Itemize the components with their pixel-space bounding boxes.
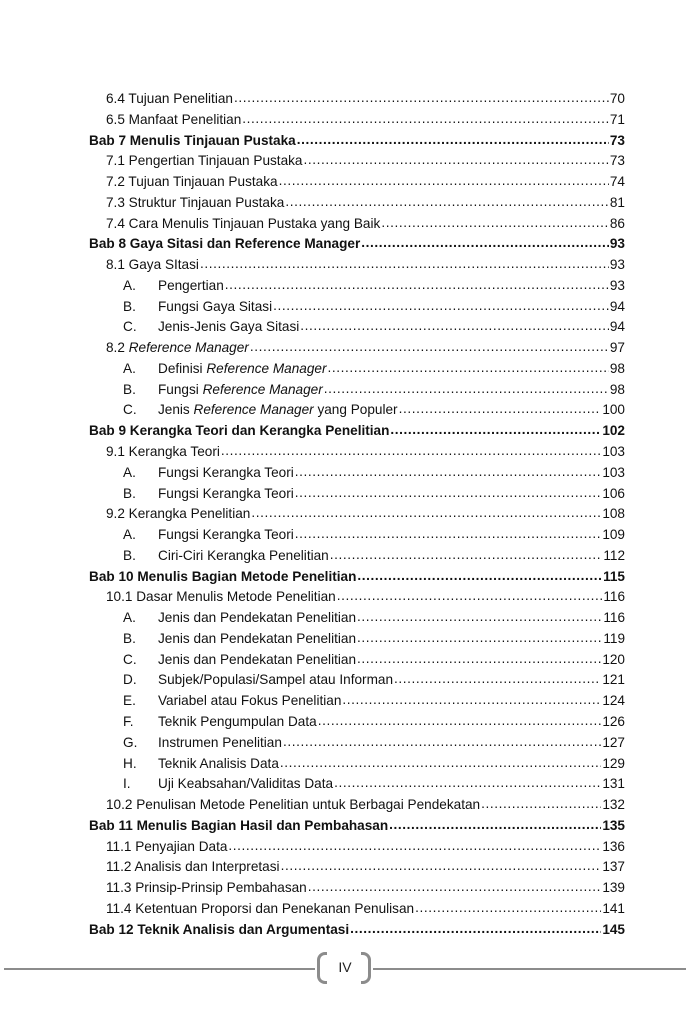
toc-entry-title-text: Bab 9 Kerangka Teori dan Kerangka Penelitian (89, 423, 390, 439)
toc-entry-title-text: Jenis dan Pendekatan Penelitian (158, 651, 357, 667)
toc-entry-title (89, 920, 349, 941)
toc-entry-title-text: Bab 12 Teknik Analisis dan Argumentasi (89, 921, 350, 937)
toc-entry-page-number: 119 (603, 630, 625, 646)
toc-entry-letter: A. (123, 610, 136, 626)
toc-entry-title (158, 691, 341, 712)
toc-entry-letter: B. (123, 485, 136, 501)
dot-leader (357, 628, 602, 649)
toc-entry-letter: A. (123, 527, 136, 543)
toc-subsection-entry[interactable] (89, 484, 625, 505)
toc-subsection-entry[interactable] (89, 629, 625, 650)
dot-leader (279, 171, 609, 192)
toc-chapter-entry[interactable] (89, 920, 625, 941)
toc-entry-title-text: Teknik Pengumpulan Data (158, 713, 317, 729)
toc-subsection-entry[interactable] (89, 650, 625, 671)
toc-entry-page-number: 141 (602, 900, 625, 916)
dot-leader (295, 483, 602, 504)
toc-chapter-entry[interactable] (89, 816, 625, 837)
toc-entry-page-number: 97 (609, 340, 625, 356)
toc-section-entry[interactable] (89, 151, 625, 172)
toc-entry-title-text: Jenis dan Pendekatan Penelitian (158, 610, 357, 626)
toc-entry-title-text: Fungsi (158, 381, 203, 397)
toc-entry-title (106, 857, 280, 878)
toc-subsection-entry[interactable] (89, 774, 625, 795)
toc-entry-title-text: Fungsi Kerangka Teori (158, 464, 294, 480)
toc-subsection-entry[interactable] (89, 733, 625, 754)
toc-section-entry[interactable] (89, 89, 625, 110)
toc-entry-title (158, 712, 317, 733)
toc-entry-page-number: 136 (602, 838, 625, 854)
dot-leader (251, 503, 601, 524)
toc-entry-title (158, 650, 356, 671)
toc-entry-title (158, 463, 294, 484)
toc-subsection-entry[interactable] (89, 380, 625, 401)
toc-entry-title-text: Fungsi Kerangka Teori (158, 485, 294, 501)
toc-entry-title-text: Teknik Analisis Data (158, 755, 279, 771)
footer-rule-left (4, 968, 315, 970)
toc-subsection-entry[interactable] (89, 754, 625, 775)
dot-leader (350, 919, 601, 940)
toc-subsection-entry[interactable] (89, 546, 625, 567)
toc-entry-page-number: 129 (602, 755, 625, 771)
toc-entry-title (106, 89, 233, 110)
toc-entry-title (106, 837, 227, 858)
toc-section-entry[interactable] (89, 214, 625, 235)
toc-entry-title-text: Uji Keabsahan/Validitas Data (158, 776, 334, 792)
dot-leader (415, 898, 601, 919)
toc-entry-title-text: Bab 11 Menulis Bagian Hasil dan Pembahasan (89, 817, 389, 833)
toc-entry-title (106, 214, 380, 235)
toc-subsection-entry[interactable] (89, 297, 625, 318)
toc-entry-page-number: 109 (602, 527, 625, 543)
toc-chapter-entry[interactable] (89, 234, 625, 255)
toc-entry-title (106, 442, 220, 463)
toc-entry-page-number: 137 (602, 859, 625, 875)
toc-entry-page-number: 93 (609, 236, 625, 252)
toc-entry-letter: E. (123, 693, 136, 709)
footer-rule-right (373, 968, 686, 970)
toc-entry-title (89, 234, 360, 255)
toc-entry-title (89, 131, 296, 152)
toc-entry-title-text: 8.2 (106, 340, 129, 356)
dot-leader (342, 690, 601, 711)
toc-entry-title (158, 359, 327, 380)
dot-leader (389, 815, 601, 836)
toc-chapter-entry[interactable] (89, 131, 625, 152)
toc-entry-page-number: 86 (609, 215, 625, 231)
dot-leader (228, 836, 601, 857)
toc-section-entry[interactable] (89, 795, 625, 816)
toc-entry-title-text: 11.1 Penyajian Data (106, 838, 228, 854)
dot-leader (328, 358, 609, 379)
dot-leader (242, 109, 609, 130)
toc-section-entry[interactable] (89, 899, 625, 920)
page-footer (0, 950, 690, 990)
toc-entry-page-number: 103 (602, 444, 625, 460)
toc-entry-title-text: Bab 7 Menulis Tinjauan Pustaka (89, 132, 296, 148)
toc-entry-title (106, 110, 241, 131)
toc-subsection-entry[interactable] (89, 525, 625, 546)
toc-entry-title-text: 9.1 Kerangka Teori (106, 444, 220, 460)
toc-entry-page-number: 100 (602, 402, 625, 418)
dot-leader (324, 379, 609, 400)
toc-entry-page-number: 98 (609, 381, 625, 397)
dot-leader (361, 233, 609, 254)
toc-entry-title (106, 172, 278, 193)
toc-entry-page-number: 115 (603, 568, 625, 584)
toc-entry-page-number: 73 (609, 132, 625, 148)
toc-entry-title-italic: Reference Manager (193, 402, 314, 418)
toc-subsection-entry[interactable] (89, 463, 625, 484)
toc-entry-letter: A. (123, 360, 136, 376)
table-of-contents (89, 89, 625, 940)
dot-leader (308, 877, 602, 898)
dot-leader (357, 607, 602, 628)
toc-entry-title (158, 297, 272, 318)
toc-section-entry[interactable] (89, 587, 625, 608)
toc-entry-title (106, 255, 199, 276)
dot-leader (318, 711, 602, 732)
toc-entry-letter: B. (123, 298, 136, 314)
dot-leader (295, 462, 602, 483)
toc-entry-title (158, 546, 329, 567)
toc-subsection-entry[interactable] (89, 670, 625, 691)
toc-subsection-entry[interactable] (89, 359, 625, 380)
toc-entry-title (158, 774, 333, 795)
right-brace-ornament (361, 952, 371, 984)
toc-entry-title-text: Subjek/Populasi/Sampel atau Informan (158, 672, 394, 688)
toc-entry-letter: C. (123, 319, 137, 335)
dot-leader (234, 88, 609, 109)
toc-entry-title-text: 7.2 Tujuan Tinjauan Pustaka (106, 174, 278, 190)
toc-entry-title-text: 7.3 Struktur Tinjauan Pustaka (106, 194, 285, 210)
toc-entry-title (89, 816, 388, 837)
toc-entry-page-number: 135 (602, 817, 625, 833)
toc-entry-title-text: Variabel atau Fokus Penelitian (158, 693, 342, 709)
toc-section-entry[interactable] (89, 837, 625, 858)
toc-entry-title (106, 878, 307, 899)
toc-section-entry[interactable] (89, 504, 625, 525)
toc-entry-title (158, 733, 282, 754)
toc-subsection-entry[interactable] (89, 276, 625, 297)
dot-leader (357, 566, 602, 587)
toc-entry-letter: H. (123, 755, 137, 771)
toc-entry-page-number: 139 (602, 880, 625, 896)
toc-entry-title (158, 276, 224, 297)
dot-leader (295, 524, 602, 545)
toc-entry-title-text: Fungsi Gaya Sitasi (158, 298, 273, 314)
toc-entry-page-number: 73 (609, 153, 625, 169)
toc-section-entry[interactable] (89, 172, 625, 193)
toc-entry-page-number: 106 (602, 485, 625, 501)
toc-entry-title (158, 670, 393, 691)
toc-entry-title-text: 7.1 Pengertian Tinjauan Pustaka (106, 153, 303, 169)
toc-chapter-entry[interactable] (89, 567, 625, 588)
toc-entry-title (106, 151, 303, 172)
toc-entry-title-italic: Reference Manager (206, 360, 327, 376)
toc-entry-title (106, 899, 414, 920)
toc-entry-page-number: 108 (602, 506, 625, 522)
dot-leader (330, 545, 603, 566)
dot-leader (250, 337, 609, 358)
toc-entry-page-number: 126 (602, 713, 625, 729)
toc-entry-page-number: 103 (602, 464, 625, 480)
toc-entry-title-text: Definisi (158, 360, 207, 376)
toc-section-entry[interactable] (89, 878, 625, 899)
dot-leader (304, 150, 609, 171)
toc-entry-page-number: 98 (609, 360, 625, 376)
toc-entry-letter: A. (123, 464, 136, 480)
toc-entry-title (89, 421, 389, 442)
toc-entry-title-italic: Reference Manager (128, 340, 249, 356)
toc-subsection-entry[interactable] (89, 608, 625, 629)
toc-entry-page-number: 70 (609, 91, 625, 106)
toc-entry-letter: C. (123, 651, 137, 667)
toc-chapter-entry[interactable] (89, 421, 625, 442)
dot-leader (273, 296, 609, 317)
toc-entry-page-number: 116 (603, 589, 625, 605)
dot-leader (394, 669, 601, 690)
toc-entry-letter: C. (123, 402, 137, 418)
toc-entry-letter: A. (123, 277, 136, 293)
dot-leader (390, 420, 601, 441)
toc-section-entry[interactable] (89, 110, 625, 131)
toc-entry-letter: I. (123, 776, 131, 792)
toc-entry-title-text: 11.3 Prinsip-Prinsip Pembahasan (106, 880, 307, 896)
toc-subsection-entry[interactable] (89, 712, 625, 733)
dot-leader (283, 732, 601, 753)
toc-entry-title-text: 6.5 Manfaat Penelitian (106, 111, 242, 127)
toc-entry-page-number: 71 (609, 111, 625, 127)
toc-entry-page-number: 127 (602, 734, 625, 750)
toc-entry-title-suffix: yang Populer (313, 402, 398, 418)
toc-entry-title (106, 193, 284, 214)
toc-entry-page-number: 116 (603, 610, 625, 626)
toc-subsection-entry[interactable] (89, 691, 625, 712)
toc-entry-letter: B. (123, 381, 136, 397)
toc-entry-title (158, 400, 398, 421)
toc-entry-page-number: 124 (602, 693, 625, 709)
toc-entry-page-number: 145 (602, 921, 625, 937)
toc-entry-title-text: Jenis dan Pendekatan Penelitian (158, 630, 357, 646)
toc-entry-title-text: 11.2 Analisis dan Interpretasi (106, 859, 280, 875)
toc-entry-title-text: Jenis (158, 402, 194, 418)
toc-subsection-entry[interactable] (89, 317, 625, 338)
toc-entry-title-text: 10.1 Dasar Menulis Metode Penelitian (106, 589, 336, 605)
toc-entry-title-text: 7.4 Cara Menulis Tinjauan Pustaka yang Baik (106, 215, 381, 231)
toc-entry-title (106, 504, 250, 525)
toc-entry-title (158, 629, 356, 650)
toc-entry-title (89, 567, 356, 588)
toc-entry-page-number: 121 (602, 672, 625, 688)
dot-leader (357, 649, 601, 670)
toc-section-entry[interactable] (89, 442, 625, 463)
dot-leader (285, 192, 609, 213)
toc-entry-title-text: Bab 8 Gaya Sitasi dan Reference Manager (89, 236, 361, 252)
toc-entry-title-text: 8.1 Gaya SItasi (106, 257, 199, 273)
toc-entry-title-text: Bab 10 Menulis Bagian Metode Penelitian (89, 568, 357, 584)
toc-entry-page-number: 93 (609, 277, 625, 293)
toc-entry-page-number: 102 (602, 423, 625, 439)
toc-entry-page-number: 131 (602, 776, 625, 792)
page-number: IV (338, 959, 352, 975)
toc-entry-page-number: 81 (609, 194, 625, 210)
toc-entry-title-italic: Reference Manager (202, 381, 323, 397)
toc-entry-page-number: 93 (609, 257, 625, 273)
toc-entry-title-text: Fungsi Kerangka Teori (158, 527, 294, 543)
toc-entry-title (106, 795, 480, 816)
toc-entry-title-text: 10.2 Penulisan Metode Penelitian untuk Berbagai Pendekatan (106, 797, 481, 813)
toc-entry-title (158, 608, 356, 629)
toc-entry-page-number: 120 (602, 651, 625, 667)
toc-entry-letter: D. (123, 672, 137, 688)
toc-section-entry[interactable] (89, 338, 625, 359)
toc-entry-page-number: 94 (609, 298, 625, 314)
toc-entry-letter: B. (123, 547, 136, 563)
toc-entry-title (158, 380, 323, 401)
dot-leader (337, 586, 603, 607)
toc-entry-title-text: 9.2 Kerangka Penelitian (106, 506, 251, 522)
toc-entry-title (106, 338, 249, 359)
toc-entry-title (158, 484, 294, 505)
dot-leader (221, 441, 601, 462)
toc-entry-title-text: Pengertian (158, 277, 224, 293)
toc-entry-title (158, 525, 294, 546)
toc-entry-page-number: 132 (602, 797, 625, 813)
dot-leader (200, 254, 609, 275)
toc-entry-page-number: 112 (603, 547, 625, 563)
toc-entry-title-text: 11.4 Ketentuan Proporsi dan Penekanan Penulisan (106, 900, 415, 916)
dot-leader (297, 130, 609, 151)
dot-leader (381, 213, 609, 234)
toc-section-entry[interactable] (89, 857, 625, 878)
toc-entry-letter: F. (123, 713, 134, 729)
toc-entry-title-text: 6.4 Tujuan Penelitian (106, 91, 233, 106)
toc-entry-letter: G. (123, 734, 138, 750)
toc-entry-title (158, 754, 279, 775)
toc-section-entry[interactable] (89, 193, 625, 214)
toc-entry-title (106, 587, 336, 608)
toc-subsection-entry[interactable] (89, 400, 625, 421)
toc-entry-title-text: Instrumen Penelitian (158, 734, 282, 750)
dot-leader (300, 316, 609, 337)
dot-leader (225, 275, 609, 296)
toc-entry-title-text: Ciri-Ciri Kerangka Penelitian (158, 547, 329, 563)
toc-entry-title-text: Jenis-Jenis Gaya Sitasi (158, 319, 300, 335)
toc-entry-title (158, 317, 299, 338)
toc-section-entry[interactable] (89, 255, 625, 276)
dot-leader (281, 856, 602, 877)
toc-entry-page-number: 74 (609, 174, 625, 190)
toc-entry-page-number: 94 (609, 319, 625, 335)
dot-leader (280, 753, 601, 774)
toc-entry-letter: B. (123, 630, 136, 646)
dot-leader (399, 399, 602, 420)
dot-leader (334, 773, 601, 794)
dot-leader (481, 794, 601, 815)
